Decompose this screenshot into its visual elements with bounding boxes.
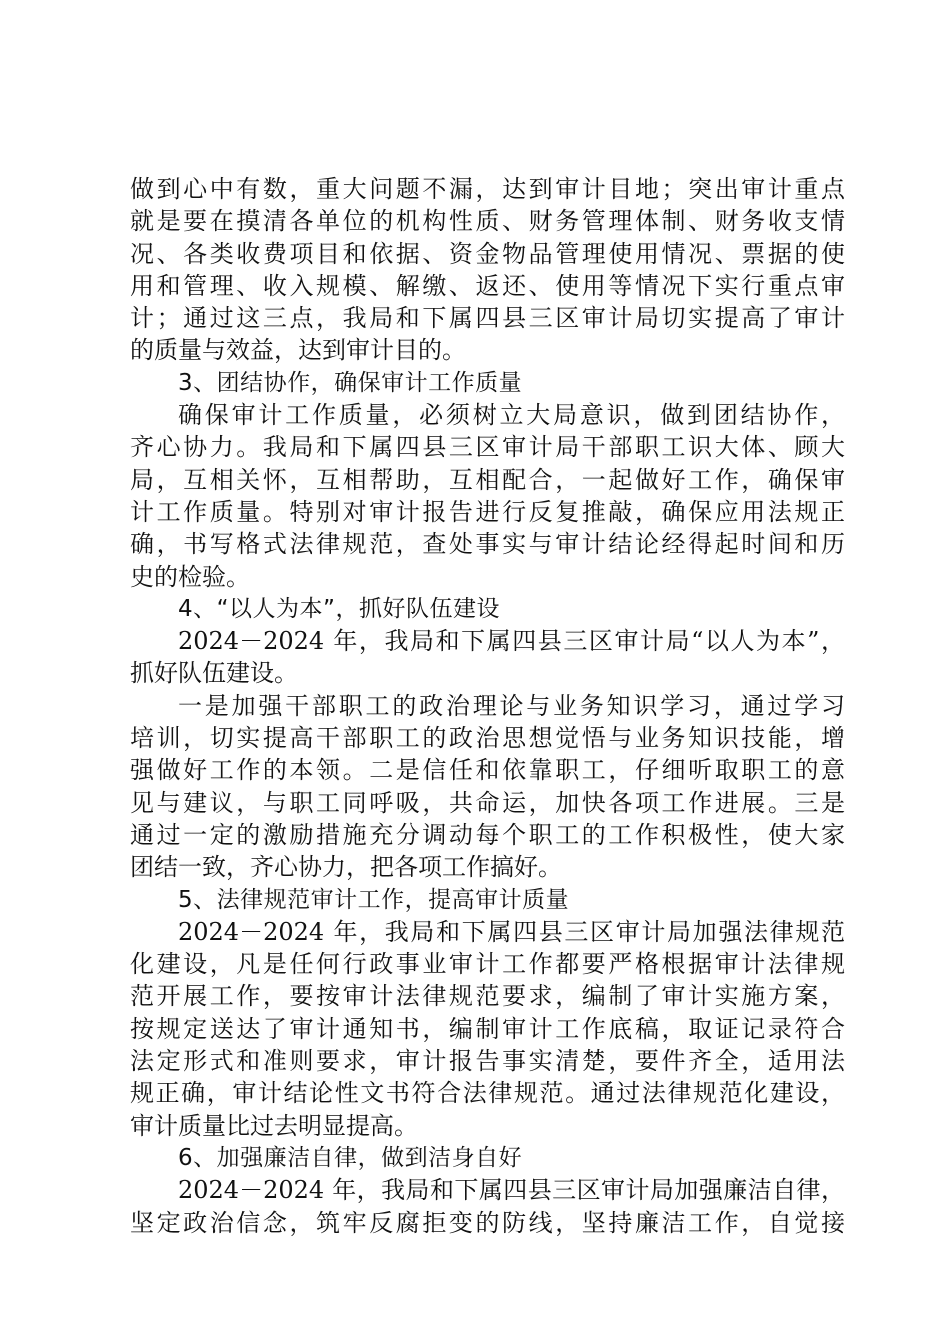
text-line: 确保审计工作质量，必须树立大局意识，做到团结协作， bbox=[178, 401, 845, 430]
text-line: 见与建议，与职工同呼吸，共命运，加快各项工作进展。三是 bbox=[130, 788, 845, 817]
text-line: 史的检验。 bbox=[130, 562, 250, 591]
text-line: 化建设，凡是任何行政事业审计工作都要严格根据审计法律规 bbox=[130, 950, 845, 979]
text-line: 确，书写格式法律规范，查处事实与审计结论经得起时间和历 bbox=[130, 530, 845, 559]
text-line: 抓好队伍建设。 bbox=[130, 659, 298, 688]
text-line: 通过一定的激励措施充分调动每个职工的工作积极性，使大家 bbox=[130, 820, 845, 849]
text-line: 法定形式和准则要求，审计报告事实清楚，要件齐全，适用法 bbox=[130, 1047, 845, 1076]
text-line: 按规定送达了审计通知书，编制审计工作底稿，取证记录符合 bbox=[130, 1014, 845, 1043]
document-page bbox=[130, 173, 845, 1239]
section-heading: 6、加强廉洁自律，做到洁身自好 bbox=[178, 1144, 523, 1171]
section-heading: 5、法律规范审计工作，提高审计质量 bbox=[178, 886, 570, 913]
text-line: 2024－2024 年，我局和下属四县三区审计局加强廉洁自律， bbox=[178, 1176, 845, 1205]
text-line: 就是要在摸清各单位的机构性质、财务管理体制、财务收支情 bbox=[130, 207, 845, 236]
section-heading: 4、“以人为本”，抓好队伍建设 bbox=[178, 595, 500, 622]
text-line: 坚定政治信念，筑牢反腐拒变的防线，坚持廉洁工作，自觉接 bbox=[130, 1208, 845, 1237]
text-line: 强做好工作的本领。二是信任和依靠职工，仔细听取职工的意 bbox=[130, 756, 845, 785]
text-line: 的质量与效益，达到审计目的。 bbox=[130, 336, 466, 365]
text-line: 2024－2024 年，我局和下属四县三区审计局加强法律规范 bbox=[178, 917, 845, 946]
text-line: 局，互相关怀，互相帮助，互相配合，一起做好工作，确保审 bbox=[130, 465, 845, 494]
text-line: 计；通过这三点，我局和下属四县三区审计局切实提高了审计 bbox=[130, 304, 845, 333]
text-line: 范开展工作，要按审计法律规范要求，编制了审计实施方案， bbox=[130, 982, 845, 1011]
section-heading: 3、团结协作，确保审计工作质量 bbox=[178, 369, 523, 396]
text-line: 规正确，审计结论性文书符合法律规范。通过法律规范化建设， bbox=[130, 1079, 845, 1108]
text-line: 用和管理、收入规模、解缴、返还、使用等情况下实行重点审 bbox=[130, 271, 845, 300]
text-line: 培训，切实提高干部职工的政治思想觉悟与业务知识技能，增 bbox=[130, 724, 845, 753]
text-line: 2024－2024 年，我局和下属四县三区审计局“以人为本”， bbox=[178, 627, 845, 656]
text-line: 团结一致，齐心协力，把各项工作搞好。 bbox=[130, 853, 562, 882]
text-line: 审计质量比过去明显提高。 bbox=[130, 1111, 418, 1140]
text-line: 做到心中有数，重大问题不漏，达到审计目地；突出审计重点 bbox=[130, 175, 845, 203]
text-line: 计工作质量。特别对审计报告进行反复推敲，确保应用法规正 bbox=[130, 497, 845, 526]
text-line: 一是加强干部职工的政治理论与业务知识学习，通过学习 bbox=[178, 691, 845, 720]
text-line: 况、各类收费项目和依据、资金物品管理使用情况、票据的使 bbox=[130, 239, 845, 268]
text-line: 齐心协力。我局和下属四县三区审计局干部职工识大体、顾大 bbox=[130, 433, 845, 462]
